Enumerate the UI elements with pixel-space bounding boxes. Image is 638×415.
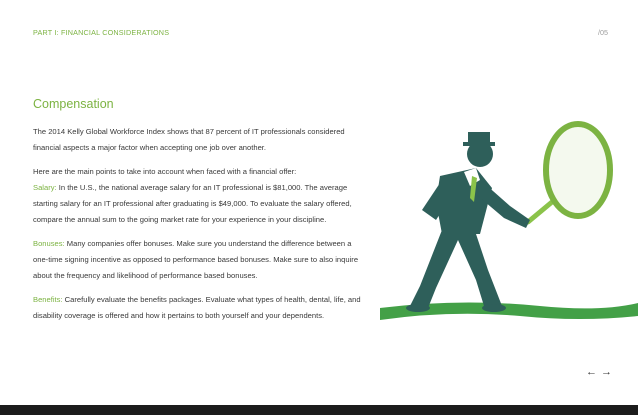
bonuses-label: Bonuses: (33, 239, 65, 248)
benefits-label: Benefits: (33, 295, 63, 304)
intro-paragraph: The 2014 Kelly Global Workforce Index shows that 87 percent of IT professionals considered financial aspects a major factor when accepting one job over another. (33, 127, 345, 152)
figure-shoe-right (482, 304, 506, 312)
bonuses-text: Many companies offer bonuses. Make sure you understand the difference between a one-time signing incentive as opposed to performance based bonuses. Make sure to also inquire about the frequency and likelihood of performance based bonuses. (33, 239, 359, 280)
page-title: Compensation (33, 97, 114, 111)
arrow-right-icon[interactable]: → (601, 366, 616, 378)
glass-handle (528, 202, 552, 222)
salary-label: Salary: (33, 183, 57, 192)
intro-lead: Here are the main points to take into account when faced with a financial offer: (33, 167, 297, 176)
figure-shoe-left (406, 304, 430, 312)
figure-legs (410, 228, 502, 308)
arrow-left-icon[interactable]: ← (586, 366, 601, 378)
bonuses-paragraph (33, 236, 368, 284)
bottom-bar (0, 405, 638, 415)
magnifying-glass-icon (546, 124, 610, 216)
magnifying-glass-man-illustration (380, 110, 638, 340)
figure-hat-brim (463, 142, 495, 146)
salary-text: In the U.S., the national average salary for an IT professional is $81,000. The average starting salary for an IT professional after graduating is $49,000. To evaluate the salary offered, compare the annual sum to the going market rate for your experience in your discipline. (33, 183, 352, 224)
salary-paragraph (33, 180, 368, 228)
body-text (33, 124, 368, 332)
benefits-text: Carefully evaluate the benefits packages. Evaluate what types of health, dental, life, and disability coverage is offered and how it pertains to both yourself and your dependents. (33, 295, 361, 320)
benefits-paragraph (33, 292, 368, 324)
page-number: /05 (598, 28, 608, 37)
page-navigation (586, 366, 616, 378)
section-header: PART I: FINANCIAL CONSIDERATIONS (33, 28, 170, 37)
